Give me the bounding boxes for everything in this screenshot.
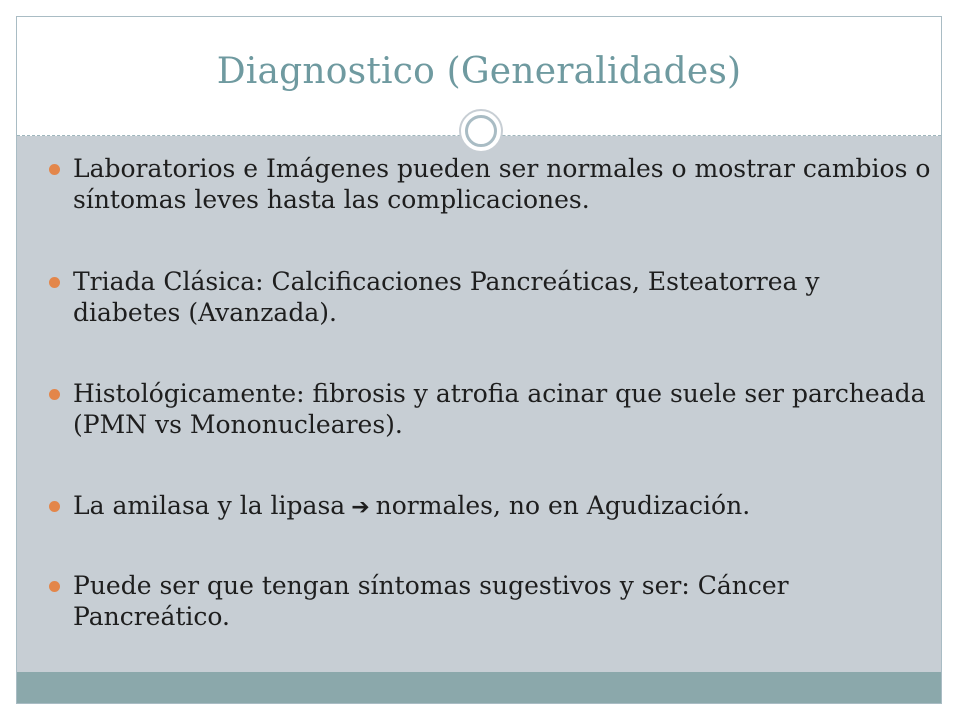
bullet-dot-icon xyxy=(49,164,60,175)
bullet-dot-icon xyxy=(49,581,60,592)
right-arrow-icon: ➔ xyxy=(351,495,370,520)
bullet-text-before-arrow: La amilasa y la lipasa xyxy=(73,491,346,520)
bullet-text: Triada Clásica: Calcificaciones Pancreáticas, Esteatorrea y diabetes (Avanzada). xyxy=(73,267,820,327)
bullet-text: Puede ser que tengan síntomas sugestivos y ser: Cáncer Pancreático. xyxy=(73,571,789,631)
bullet-item xyxy=(65,266,933,328)
decorative-circle-icon xyxy=(459,109,503,153)
inner-circle-icon xyxy=(465,115,497,147)
bullet-text-after-arrow: normales, no en Agudización. xyxy=(375,491,751,520)
bullet-item xyxy=(65,378,933,440)
bullet-item xyxy=(65,570,933,632)
bullet-item xyxy=(65,153,933,215)
footer-band xyxy=(17,672,941,704)
bullet-dot-icon xyxy=(49,389,60,400)
slide-title: Diagnostico (Generalidades) xyxy=(216,51,742,92)
bullet-text: Histológicamente: fibrosis y atrofia acinar que suele ser parcheada (PMN vs Mononucleares). xyxy=(73,379,926,439)
bullet-dot-icon xyxy=(49,501,60,512)
bullet-list xyxy=(17,136,941,672)
bullet-dot-icon xyxy=(49,277,60,288)
bullet-item xyxy=(65,490,933,523)
bullet-text: Laboratorios e Imágenes pueden ser normales o mostrar cambios o síntomas leves hasta las complicaciones. xyxy=(73,154,931,214)
slide-frame xyxy=(16,16,942,704)
content-area xyxy=(17,136,941,672)
